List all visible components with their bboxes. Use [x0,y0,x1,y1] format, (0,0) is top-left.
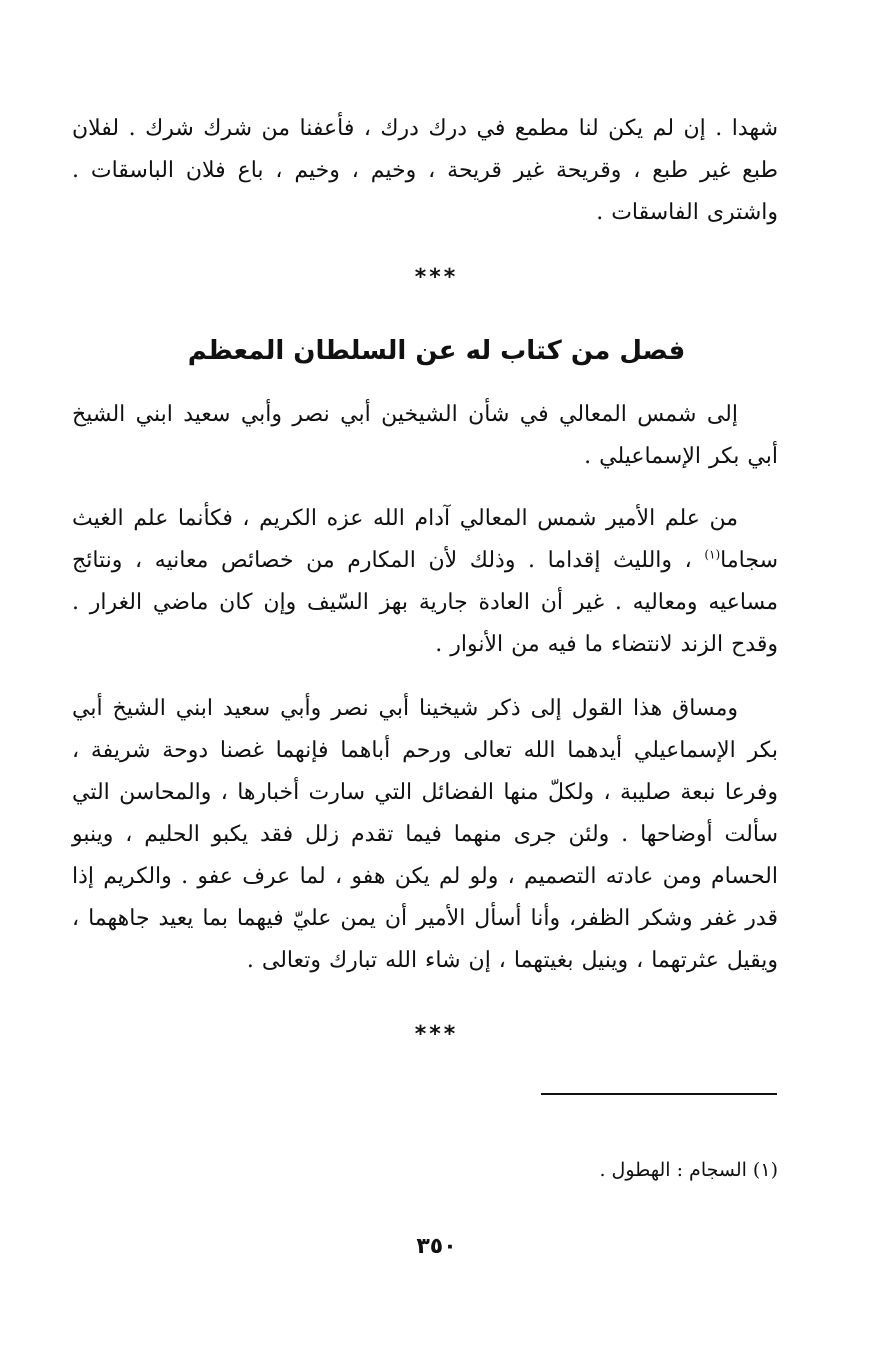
separator-stars-1: *** [414,265,459,290]
separator-stars-2: *** [414,1022,459,1047]
paragraph-2: إلى شمس المعالي في شأن الشيخين أبي نصر وأبي سعيد ابني الشيخ أبي بكر الإسماعيلي . [72,402,778,469]
footnote: (١) السجام : الهطول . [599,1159,778,1181]
footnote-marker: (١) [704,547,721,562]
section-heading: فصل من كتاب له عن السلطان المعظم [187,336,686,366]
page-number: ٣٥٠ [416,1234,457,1259]
paragraph-3-part-1: من علم الأمير شمس المعالي آدام الله عزه الكريم ، فكأنما علم الغيث سجاما [72,506,778,573]
paragraph-1: شهدا . إن لم يكن لنا مطمع في درك درك ، فأعفنا من شرك شرك . لفلان طبع غير طبع ، وقريحة غير قريحة ، وخيم ، وخيم ، باع فلان الباسقات . واشترى الفاسقات . [72,116,778,225]
paragraph-3 [72,498,778,666]
paragraph-4: ومساق هذا القول إلى ذكر شيخينا أبي نصر وأبي سعيد ابني الشيخ أبي بكر الإسماعيلي أيدهما الله تعالى ورحم أباهما فإنهما غصنا دوحة شريفة ، وفرعا نبعة صليبة ، ولكلّ منها الفضائل التي سارت أخبارها ، والمحاسن التي سألت أوضاحها . ولئن جرى منهما فيما تقدم زلل فقد يكبو الحليم ، وينبو الحسام ومن عادته التصميم ، ولو لم يكن هفو ، لما عرف عفو . والكريم إذا قدر غفر وشكر الظفر، وأنا أسأل الأمير أن يمن عليّ فيهما بما يعيد جاههما ، ويقيل عثرتهما ، وينيل بغيتهما ، إن شاء الله تبارك وتعالى . [72,696,778,973]
paragraph-3-part-2: ، والليث إقداما . وذلك لأن المكارم من خصائص معانيه ، ونتائج مساعيه ومعاليه . غير أن العادة جارية بهز السّيف وإن كان ماضي الغرار . وقدح الزند لانتضاء ما فيه من الأنوار . [72,548,778,657]
footnote-divider [541,1093,777,1095]
